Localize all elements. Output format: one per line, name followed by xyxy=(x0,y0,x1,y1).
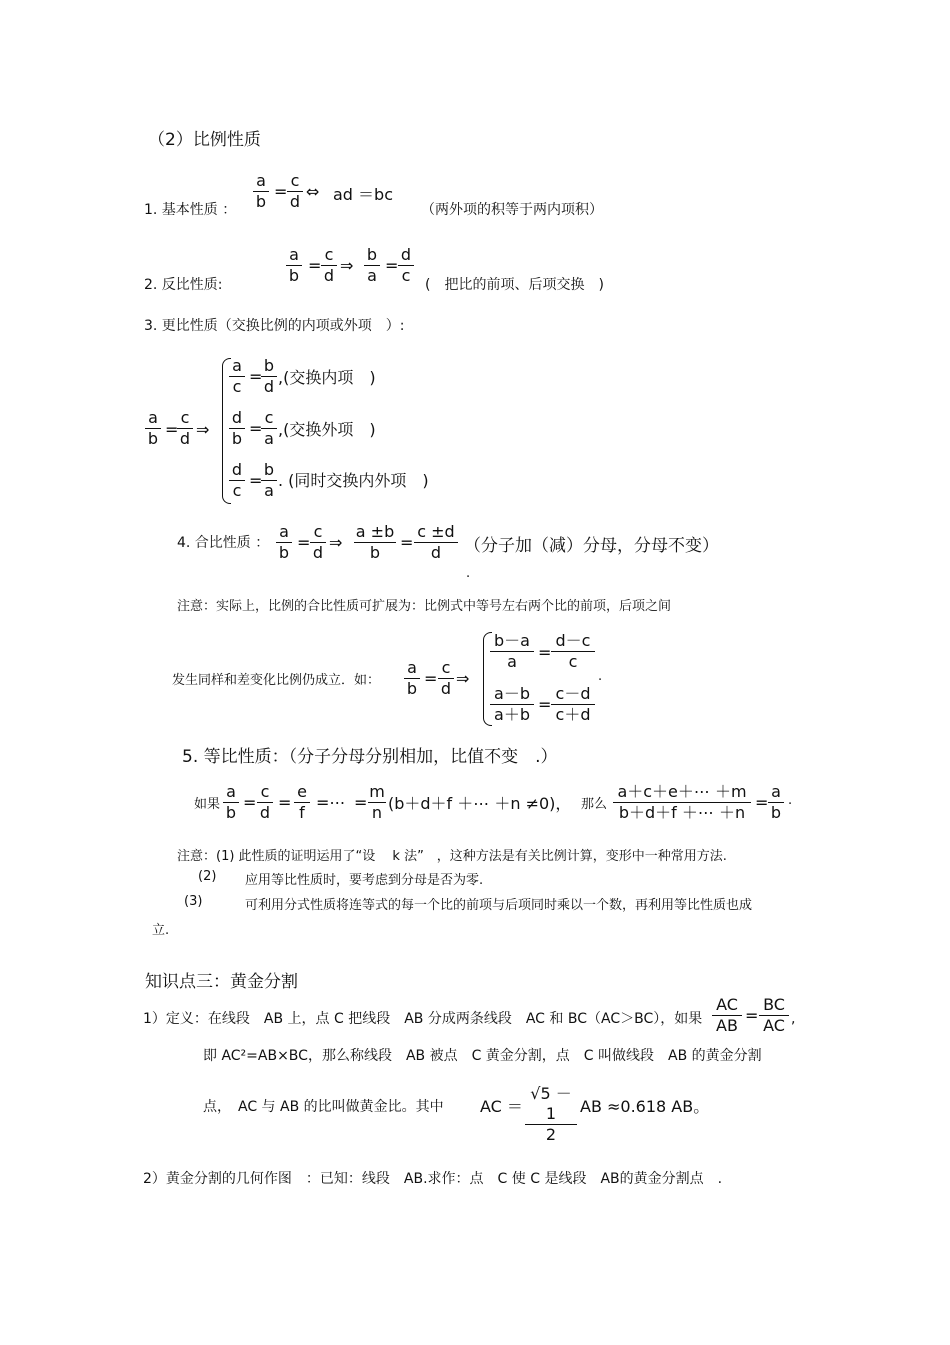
fraction: $\frac{a-b}{a+b}$ xyxy=(490,684,534,725)
dot: . xyxy=(466,566,471,581)
fraction: $\frac{a}{c}$ xyxy=(229,356,245,397)
equals: = xyxy=(538,643,552,662)
fraction: $\frac{c}{d}$ xyxy=(310,522,326,563)
note-text: 注意：实际上，比例的合比性质可扩展为：比例式中等号左右两个比的前项，后项之间 xyxy=(177,599,672,614)
equals: = xyxy=(243,793,257,812)
note-text: 应用等比性质时，要考虑到分母是否为零. xyxy=(245,873,484,888)
fraction: $\frac{c}{d}$ xyxy=(321,245,337,286)
row-note: ,(交换内项 ) xyxy=(278,368,376,387)
property1-note: （两外项的积等于两内项积） xyxy=(421,202,603,218)
note-text: 立. xyxy=(152,923,170,938)
note-number: (2) xyxy=(198,869,217,884)
equals: = xyxy=(755,793,769,812)
equals: = xyxy=(424,669,438,688)
implies-symbol: ⇒ xyxy=(456,669,470,688)
equals: = xyxy=(249,419,263,438)
fraction: $\frac{BC}{AC}$ xyxy=(759,995,789,1036)
fraction: $\frac{d}{b}$ xyxy=(229,408,245,449)
comma: , xyxy=(791,1011,796,1027)
then-text: 那么 xyxy=(581,797,608,812)
if-text: 如果 xyxy=(194,797,221,812)
property2-label: 2. 反比性质: xyxy=(144,277,223,293)
property4-label: 4. 合比性质 ： xyxy=(177,535,270,551)
fraction: $\frac{b-a}{a}$ xyxy=(490,631,534,672)
row-note: . (同时交换内外项 ) xyxy=(278,471,429,490)
equals: = xyxy=(249,367,263,386)
fraction: $\frac{c}{d}$ xyxy=(257,782,273,823)
equals: = xyxy=(385,256,399,275)
fraction: $\frac{a}{b}$ xyxy=(768,782,784,823)
fraction: $\frac{c}{a}$ xyxy=(261,408,277,449)
equals: = xyxy=(745,1006,759,1025)
equals: = xyxy=(278,793,292,812)
equals: = xyxy=(308,256,322,275)
property2-note: ( 把比的前项、后项交换 ) xyxy=(425,277,604,293)
fraction: $\frac{e}{f}$ xyxy=(294,782,310,823)
definition-text: 1）定义：在线段 AB 上，点 C 把线段 AB 分成两条线段 AC 和 BC（AC＞BC），如果 xyxy=(143,1011,703,1027)
equals: = xyxy=(165,420,179,439)
fraction: $\frac{c}{d}$ xyxy=(438,658,454,699)
dot: . xyxy=(598,669,603,684)
condition: (b＋d＋f ＋⋯ ＋n ≠0)， xyxy=(388,794,572,813)
fraction: $\frac{b}{d}$ xyxy=(261,356,277,397)
property1-label: 1. 基本性质 ： xyxy=(144,202,237,218)
fraction: $\frac{a}{b}$ xyxy=(253,171,269,212)
fraction: $\frac{a \pm b}{b}$ xyxy=(355,522,395,562)
property1-rhs: ad ＝bc xyxy=(333,185,394,204)
fraction: $\frac{c}{d}$ xyxy=(177,408,193,449)
note-text: 注意：(1) 此性质的证明运用了“设 k 法” ，这种方法是有关比例计算，变形中一种常用方法. xyxy=(177,849,727,864)
property4-note: （分子加（减）分母，分母不变） xyxy=(464,536,719,556)
fraction: $\frac{a}{b}$ xyxy=(145,408,161,449)
implies-symbol: ⇒ xyxy=(329,533,343,552)
fraction: $\frac{d-c}{c}$ xyxy=(551,631,595,672)
fraction: $\frac{d}{c}$ xyxy=(398,245,414,286)
property3-label: 3. 更比性质（交换比例的内项或外项 ）: xyxy=(144,318,405,334)
fraction: $\frac{a}{b}$ xyxy=(404,658,420,699)
equals: = xyxy=(538,695,552,714)
fraction: $\frac{a}{b}$ xyxy=(286,245,302,286)
definition-text: 点， AC 与 AB 的比叫做黄金比。其中 xyxy=(203,1099,444,1115)
property5-label: 5. 等比性质：（分子分母分别相加，比值不变 .） xyxy=(182,747,558,767)
dot: . xyxy=(788,793,793,808)
equals: = xyxy=(274,182,288,201)
construction-text: 2）黄金分割的几何作图 ：已知：线段 AB.求作：点 C 使 C 是线段 AB的黄金分割点 . xyxy=(143,1171,723,1187)
equals: = xyxy=(249,471,263,490)
ellipsis: =⋯ xyxy=(316,793,346,812)
fraction: $\frac{c}{d}$ xyxy=(287,171,303,212)
iff-symbol: ⇔ xyxy=(306,182,320,201)
ac-label: AC ＝ xyxy=(480,1097,523,1116)
fraction: $\frac{AC}{AB}$ xyxy=(712,995,742,1036)
fraction: $\frac{a}{b}$ xyxy=(276,522,292,563)
fraction: $\frac{c-d}{c+d}$ xyxy=(551,684,595,725)
fraction: $\frac{√5 -1}{2}$ xyxy=(525,1084,577,1145)
fraction: $\frac{c \pm d}{d}$ xyxy=(414,522,458,563)
fraction: $\frac{a}{b}$ xyxy=(223,782,239,823)
definition-text: 即 AC²=AB×BC，那么称线段 AB 被点 C 黄金分割，点 C 叫做线段 AB 的黄金分割 xyxy=(203,1048,762,1064)
equals: = xyxy=(297,533,311,552)
note-text: 可利用分式性质将连等式的每一个比的前项与后项同时乘以一个数，再利用等比性质也成 xyxy=(245,898,753,913)
golden-ratio-value: AB ≈0.618 AB。 xyxy=(580,1097,710,1116)
note-text: 发生同样和差变化比例仍成立．如： xyxy=(172,673,381,688)
fraction: $\frac{b}{a}$ xyxy=(364,245,380,286)
row-note: ,(交换外项 ) xyxy=(278,420,376,439)
fraction: $\frac{m}{n}$ xyxy=(369,782,385,822)
fraction: $\frac{a+c+e+\cdots +m}{b+d+f +\cdots +n}$ xyxy=(613,782,751,823)
note-number: (3) xyxy=(184,894,203,909)
section-title: 知识点三：黄金分割 xyxy=(145,972,298,992)
section-title: （2）比例性质 xyxy=(148,130,261,150)
implies-symbol: ⇒ xyxy=(196,420,210,439)
fraction: $\frac{b}{a}$ xyxy=(261,460,277,501)
equals: = xyxy=(400,533,414,552)
fraction: $\frac{d}{c}$ xyxy=(229,460,245,501)
equals: = xyxy=(354,793,368,812)
implies-symbol: ⇒ xyxy=(340,256,354,275)
